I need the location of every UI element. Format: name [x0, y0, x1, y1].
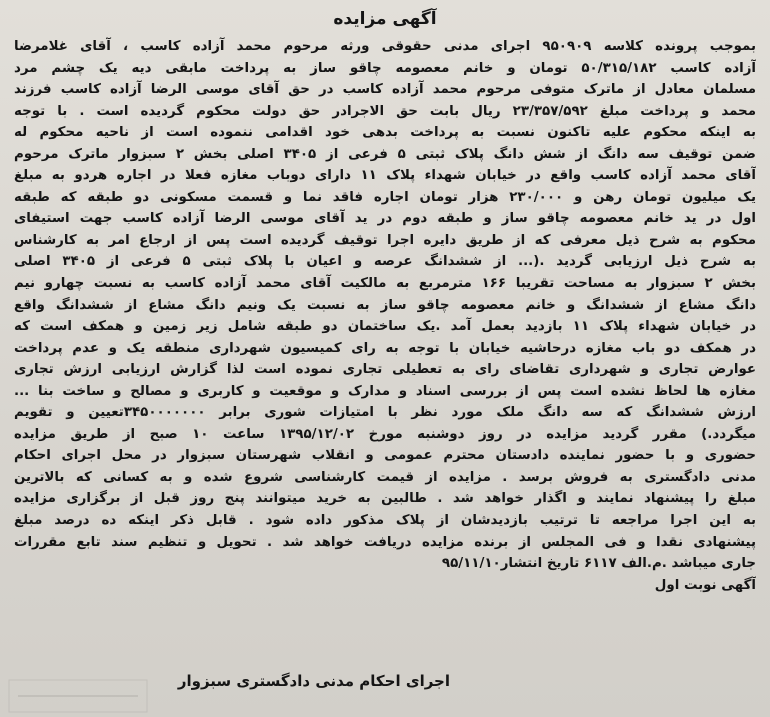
notice-line: در خیابان شهداء پلاک ۱۱ بازدید بعمل آمد .یک ساختمان دو طبقه شامل زیر زمین و همکف است که [14, 319, 756, 335]
notice-line: مدنی دادگستری به فروش برسد . مزایده از قیمت کارشناسی شروع شده و به کسانی که بالاترین [14, 469, 756, 485]
notice-line: اول در ید خانم معصومه چاقو ساز و طبقه دوم در ید آقای موسی الرضا آزاده کاسب جهت استیفای [14, 211, 756, 227]
watermark-logo-icon [8, 679, 148, 713]
notice-line: ارزش ششدانگ که سه دانگ ملک مورد نظر با امتیازات شوری برابر ۳۴۵۰۰۰۰۰۰۰تعیین و تقویم [14, 405, 756, 421]
notice-title: آگهی مزایده [333, 9, 437, 29]
notice-line: بخش ۲ سبزوار به مساحت تقریبا ۱۶۶ مترمربع به مالکیت آقای محمد آزاده کاسب به نسبت چهارو نیم [14, 276, 756, 292]
notice-line: به اینکه محکوم علیه تاکنون نسبت به پرداخت بدهی خود اقدامی ننموده است از ناحیه محکوم له [14, 125, 756, 141]
notice-line: مسلمان معادل از ماترک متوفی مرحوم محمد آزاده کاسب در حق آقای موسی الرضا آزاده کاسب فرزند [14, 82, 756, 98]
notice-line: یک میلیون تومان رهن و ۲۳۰/۰۰۰ هزار تومان اجاره فاقد نما و قسمت مسکونی دو طبقه که طبقه [14, 189, 756, 205]
notice-body [14, 36, 756, 596]
notice-line: عوارض تجاری و شهرداری تقاضای رای به تعطیلی تجاری نموده است لذا گزارش ارزیابی ارزش تجاری [14, 362, 756, 378]
notice-line: به این اجرا مراجعه تا ترتیب بازدیدشان از پلاک مذکور داده شود . قابل ذکر اینکه ده درصد مبلغ [14, 513, 756, 529]
notice-line: مغازه ها لحاظ نشده است پس از بررسی اسناد و مدارک و موقعیت و کاربری و مصالح و ساخت بنا ... [14, 383, 756, 399]
notice-line: محمد و پرداخت مبلغ ۲۳/۳۵۷/۵۹۲ ریال بابت حق الاجرادر حق دولت محکوم گردیده است . با توجه [14, 103, 756, 119]
notice-line: ضمن توقیف سه دانگ از شش دانگ پلاک ثبتی ۵ فرعی از ۳۴۰۵ اصلی بخش ۲ سبزوار ماترک مرحوم [14, 146, 756, 162]
notice-line: پیشنهادی نقدا و فی المجلس از برنده مزایده دریافت خواهد شد . تحویل و تنظیم سند تابع مقررات [14, 534, 756, 550]
notice-line: میگردد.) مقرر گردید مزایده در روز دوشنبه مورخ ۱۳۹۵/۱۲/۰۲ ساعت ۱۰ صبح از طریق مزایده [14, 426, 756, 442]
notice-line: بموجب پرونده کلاسه ۹۵۰۹۰۹ اجرای مدنی حقوقی ورثه مرحوم محمد آزاده کاسب ، آقای غلامرضا [14, 39, 756, 54]
notice-line: جاری میباشد .م.الف ۶۱۱۷ تاریخ انتشار۹۵/۱۱/۱۰ [441, 556, 756, 572]
notice-line: دانگ مشاع از ششدانگ و خانم معصومه چاقو ساز به نسبت یک ونیم دانگ مشاع از ششدانگ واقع [14, 297, 756, 313]
notice-line: مبلغ را پیشنهاد نمایند و اگذار خواهد شد . طالبین به خرید میتوانند پنج روز قبل از برگزاری مزایده [14, 491, 756, 507]
notice-line: در همکف دو باب مغازه درحاشیه خیابان با توجه به رای کمیسیون شهرداری منطقه یک و عدم پرداخت [14, 340, 756, 356]
notice-signature: اجرای احکام مدنی دادگستری سبزوار [177, 672, 450, 690]
notice-line: حضوری و با حضور نماینده دادستان محترم عمومی و انقلاب شهرستان سبزوار در محل اجرای احکام [14, 448, 756, 464]
notice-line: محکوم به شرح ذیل معرفی که از طریق دایره اجرا توقیف گردیده است پس از ارجاع امر به کارشناس [14, 232, 756, 248]
notice-line: آزاده کاسب ۵۰/۳۱۵/۱۸۲ تومان و خانم معصومه چاقو ساز به پرداخت مابقی دیه یک چشم مرد [14, 60, 756, 76]
notice-line: آگهی نوبت اول [654, 577, 756, 593]
notice-line: آقای محمد آزاده کاسب واقع در خیابان شهداء پلاک ۱۱ دارای دوباب مغازه فعلا در اجاره هردو به مبلغ [14, 168, 756, 184]
notice-line: به شرح ذیل ارزیابی گردید .(... از ششدانگ عرصه و اعیان با پلاک ثبتی ۵ فرعی از ۳۴۰۵ اصلی [14, 254, 756, 270]
